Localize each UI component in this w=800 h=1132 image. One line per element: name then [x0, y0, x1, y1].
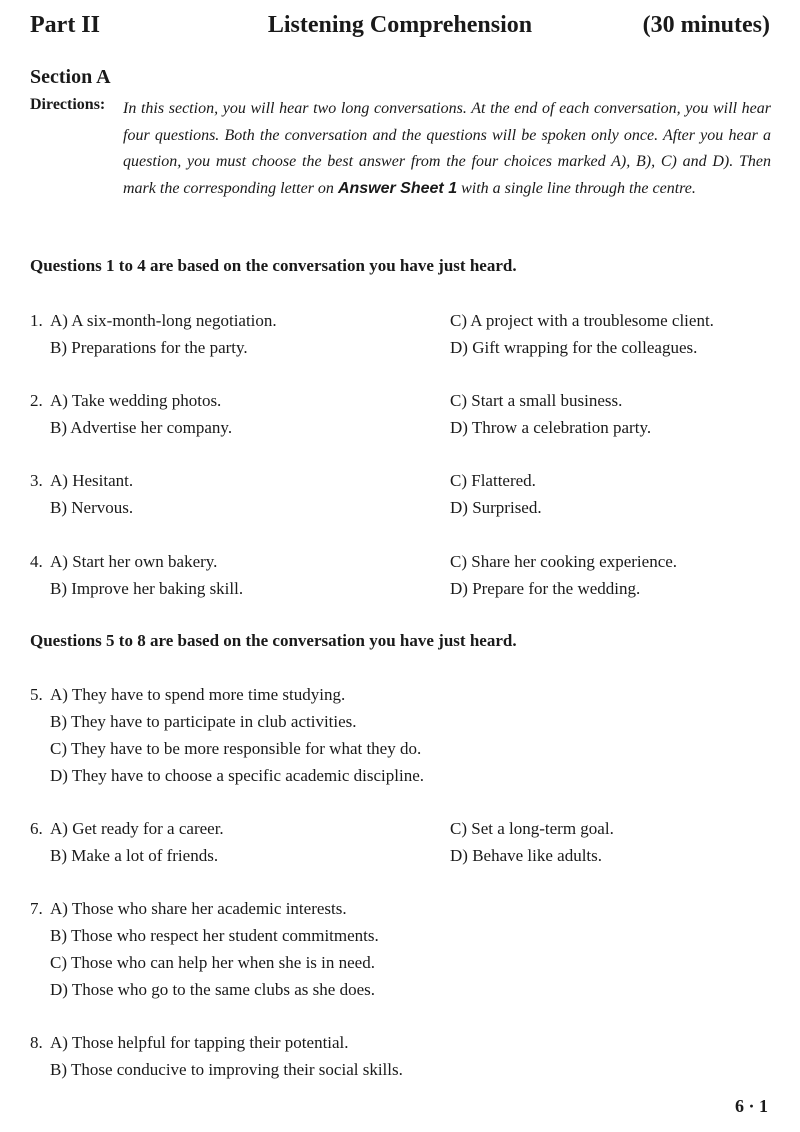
option-d: D) Prepare for the wedding. [450, 579, 641, 598]
time-limit: (30 minutes) [642, 12, 770, 38]
group-title-1: Questions 1 to 4 are based on the conversation you have just heard. [30, 256, 517, 275]
option-b: B) Those who respect her student commitments. [50, 926, 379, 945]
option-a: A) Those helpful for tapping their potential. [50, 1033, 349, 1052]
option-b: B) Nervous. [50, 498, 134, 517]
page-header [30, 12, 770, 48]
option-a: A) Get ready for a career. [50, 819, 224, 838]
option-c: C) They have to be more responsible for what they do. [50, 739, 422, 758]
option-c: C) Start a small business. [450, 391, 623, 410]
option-c: C) Set a long-term goal. [450, 819, 614, 838]
option-d: D) They have to choose a specific academic discipline. [50, 766, 425, 785]
option-b: B) Preparations for the party. [50, 338, 248, 357]
question-number: 4. [30, 552, 43, 571]
option-b: B) Advertise her company. [50, 418, 233, 437]
group-title-2: Questions 5 to 8 are based on the conversation you have just heard. [30, 631, 517, 650]
part-title: Listening Comprehension [267, 12, 533, 38]
question-number: 3. [30, 471, 43, 490]
option-b: B) Those conducive to improving their social skills. [50, 1060, 403, 1079]
question-number: 7. [30, 899, 43, 918]
option-a: A) Take wedding photos. [50, 391, 222, 410]
question-number: 8. [30, 1033, 43, 1052]
option-a: A) Those who share her academic interests. [50, 899, 347, 918]
section-title: Section A [30, 66, 111, 88]
option-d: D) Behave like adults. [450, 846, 603, 865]
option-d: D) Those who go to the same clubs as she does. [50, 980, 375, 999]
question-number: 5. [30, 685, 43, 704]
answer-sheet-label: Answer Sheet 1 [337, 179, 458, 197]
directions-text-before: In this section, you will hear two long conversations. At the end of each conversation, you will hear four questions. Both the conversation and the questions will be spoken only once. After you hear a question, you must choose the best answer from the four choices marked A), B), C) and D). Then mark the corresponding letter on [123, 100, 771, 197]
option-d: D) Throw a celebration party. [450, 418, 652, 437]
option-b: B) They have to participate in club activities. [50, 712, 357, 731]
option-a: A) Hesitant. [50, 471, 134, 490]
option-a: A) They have to spend more time studying. [50, 685, 346, 704]
directions-text [123, 96, 771, 202]
page-number: 6 · 1 [734, 1096, 768, 1116]
option-c: C) Share her cooking experience. [450, 552, 678, 571]
directions-label: Directions: [30, 96, 106, 113]
option-c: C) Flattered. [450, 471, 536, 490]
option-b: B) Improve her baking skill. [50, 579, 244, 598]
option-a: A) A six-month-long negotiation. [50, 311, 277, 330]
option-d: D) Surprised. [450, 498, 542, 517]
question-number: 6. [30, 819, 43, 838]
question-number: 1. [30, 311, 43, 330]
option-a: A) Start her own bakery. [50, 552, 218, 571]
option-d: D) Gift wrapping for the colleagues. [450, 338, 698, 357]
option-c: C) Those who can help her when she is in need. [50, 953, 375, 972]
directions-text-after: with a single line through the centre. [457, 179, 696, 197]
part-label: Part II [30, 12, 100, 38]
question-number: 2. [30, 391, 43, 410]
option-c: C) A project with a troublesome client. [450, 311, 714, 330]
option-b: B) Make a lot of friends. [50, 846, 219, 865]
